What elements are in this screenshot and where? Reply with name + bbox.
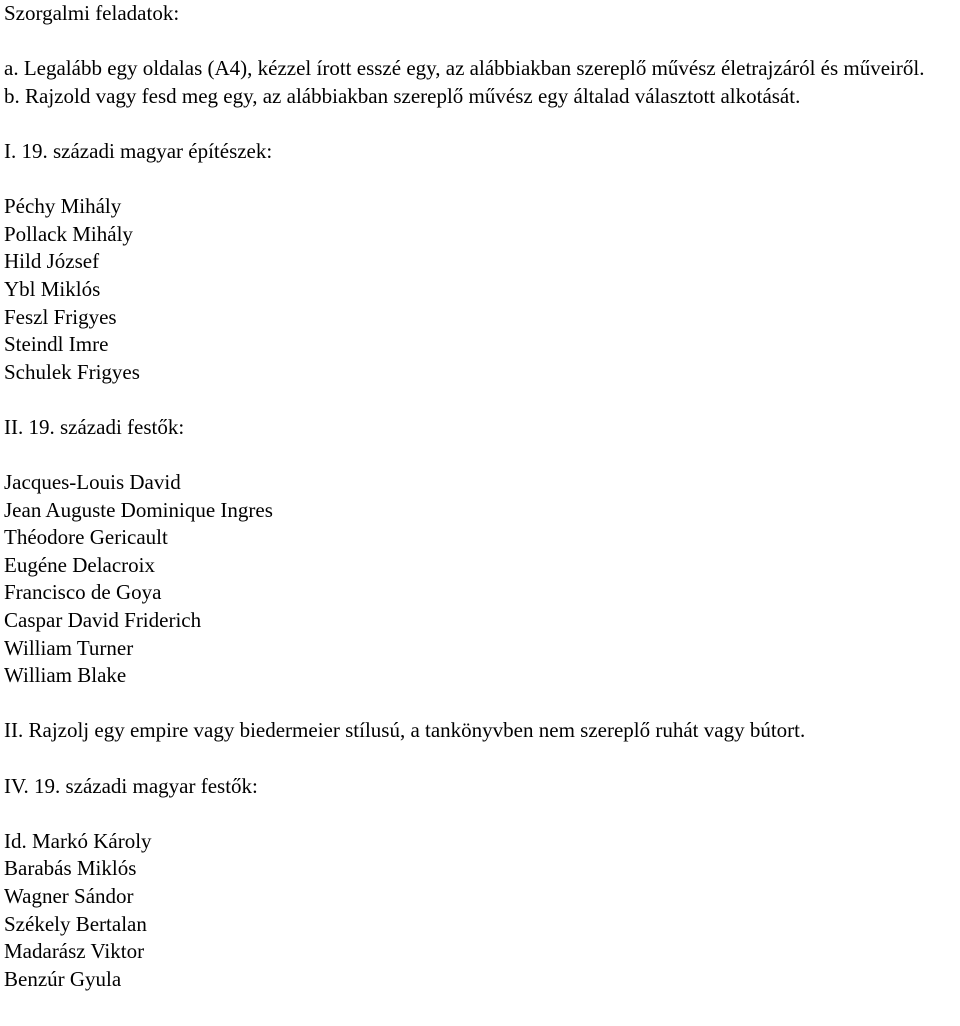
list-item: Id. Markó Károly: [4, 828, 152, 853]
spacer: [4, 110, 956, 138]
task-b: b. Rajzold vagy fesd meg egy, az alábbiakban szereplő művész egy általad választott alkotását.: [4, 83, 801, 108]
spacer: [4, 690, 956, 718]
section-title-painters: II. 19. századi festők:: [4, 414, 185, 439]
spacer: [4, 800, 956, 828]
list-item: William Blake: [4, 663, 127, 688]
list-item: Hild József: [4, 249, 100, 274]
list-item: Pollack Mihály: [4, 221, 133, 246]
list-item: Wagner Sándor: [4, 884, 134, 908]
painters-list: [4, 469, 956, 690]
task-a: a. Legalább egy oldalas (A4), kézzel írott esszé egy, az alábbiakban szereplő művész életrajzáról és műveiről.: [4, 56, 925, 81]
list-item: William Turner: [4, 635, 134, 660]
list-item: Madarász Viktor: [4, 939, 145, 964]
section-title-drawing-task: II. Rajzolj egy empire vagy biedermeier stílusú, a tankönyvben nem szereplő ruhát vagy bútort.: [4, 718, 806, 743]
list-item: Feszl Frigyes: [4, 304, 117, 329]
spacer: [4, 386, 956, 414]
list-item: Schulek Frigyes: [4, 359, 140, 384]
page-heading: Szorgalmi feladatok:: [4, 1, 180, 25]
spacer: [4, 28, 956, 56]
document-page: [4, 0, 956, 993]
list-item: Jacques-Louis David: [4, 470, 181, 495]
list-item: Théodore Gericault: [4, 525, 168, 550]
hungarian-painters-list: [4, 828, 956, 994]
list-item: Barabás Miklós: [4, 856, 137, 881]
list-item: Benzúr Gyula: [4, 966, 122, 991]
list-item: Székely Bertalan: [4, 911, 147, 936]
list-item: Caspar David Friderich: [4, 608, 202, 633]
spacer: [4, 745, 956, 773]
section-title-hungarian-painters: IV. 19. századi magyar festők:: [4, 773, 258, 798]
list-item: Francisco de Goya: [4, 580, 162, 605]
spacer: [4, 166, 956, 194]
list-item: Jean Auguste Dominique Ingres: [4, 497, 273, 522]
architects-list: [4, 193, 956, 386]
section-title-architects: I. 19. századi magyar építészek:: [4, 138, 273, 163]
list-item: Ybl Miklós: [4, 276, 101, 301]
spacer: [4, 442, 956, 470]
list-item: Steindl Imre: [4, 332, 109, 357]
list-item: Eugéne Delacroix: [4, 552, 156, 577]
list-item: Péchy Mihály: [4, 194, 122, 219]
